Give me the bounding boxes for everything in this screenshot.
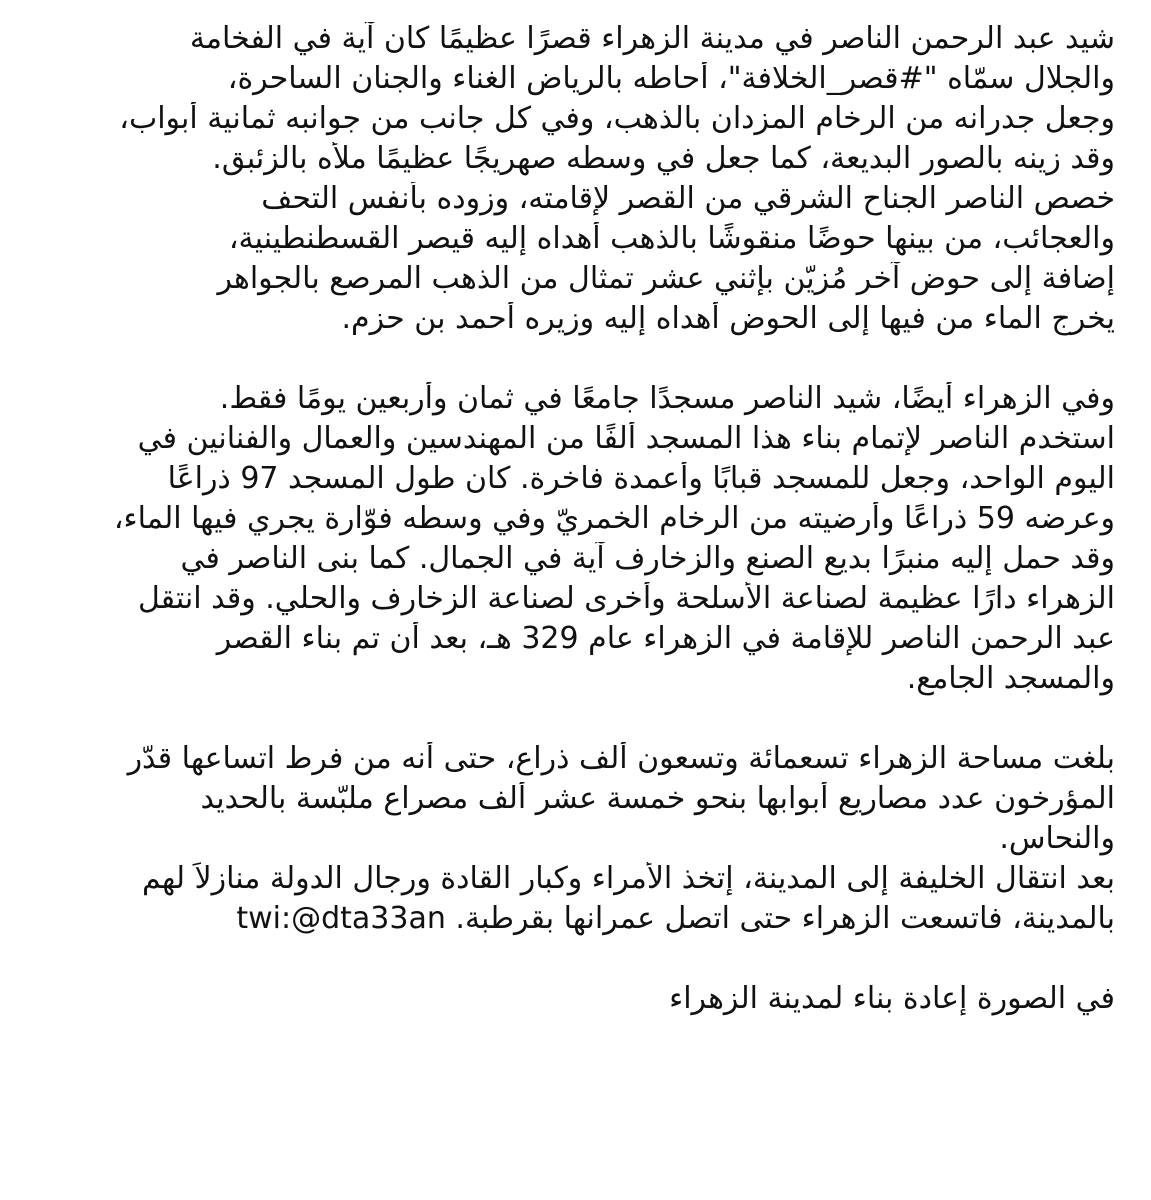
text-line-with-handle: بالمدينة، فاتسعت الزهراء حتى اتصل عمرانها بقرطبة. twi:@dta33an	[236, 902, 1115, 936]
text-line: وعرضه 59 ذراعًا وأرضيته من الرخام الخمريّ وفي وسطه فوّارة يجري فيها الماء،	[113, 502, 1115, 536]
text-line: والجلال سمّاه "#قصر_الخلافة"، أحاطه بالرياض الغناء والجنان الساحرة،	[227, 62, 1115, 96]
text-line: وجعل جدرانه من الرخام المزدان بالذهب، وفي كل جانب من جوانبه ثمانية أبواب،	[119, 102, 1115, 136]
paragraph-mosque	[36, 382, 1115, 702]
text-line: بعد انتقال الخليفة إلى المدينة، إتخذ الأمراء وكبار القادة ورجال الدولة منازلاً لهم	[142, 862, 1115, 896]
paragraph-palace	[36, 22, 1115, 342]
paragraph-spacer	[36, 702, 1115, 742]
text-line: الزهراء دارًا عظيمة لصناعة الأسلحة وأخرى لصناعة الزخارف والحلي. وقد انتقل	[137, 582, 1115, 616]
text-line: بلغت مساحة الزهراء تسعمائة وتسعون ألف ذراع، حتى أنه من فرط اتساعها قدّر	[127, 742, 1115, 776]
paragraph-spacer	[36, 942, 1115, 982]
text-line: إضافة إلى حوض آخر مُزيّن بإثني عشر تمثال من الذهب المرصع بالجواهر	[217, 262, 1115, 296]
text-line: عبد الرحمن الناصر للإقامة في الزهراء عام 329 هـ، بعد أن تم بناء القصر	[216, 622, 1115, 656]
text-line: والمسجد الجامع.	[906, 662, 1115, 696]
text-line: استخدم الناصر لإتمام بناء هذا المسجد ألفًا من المهندسين والعمال والفنانين في	[137, 422, 1115, 456]
text-line: والنحاس.	[999, 822, 1115, 856]
text-line: شيد عبد الرحمن الناصر في مدينة الزهراء قصرًا عظيمًا كان آية في الفخامة	[189, 22, 1115, 56]
text-line: وفي الزهراء أيضًا، شيد الناصر مسجدًا جامعًا في ثمان وأربعين يومًا فقط.	[219, 382, 1115, 416]
text-line: والعجائب، من بينها حوضًا منقوشًا بالذهب أهداه إليه قيصر القسطنطينية،	[228, 222, 1115, 256]
paragraph-city-area	[36, 742, 1115, 942]
image-caption: في الصورة إعادة بناء لمدينة الزهراء	[669, 982, 1115, 1016]
text-line: اليوم الواحد، وجعل للمسجد قبابًا وأعمدة فاخرة. كان طول المسجد 97 ذراعًا	[167, 462, 1115, 496]
text-line: المؤرخون عدد مصاريع أبوابها بنحو خمسة عشر ألف مصراع ملبّسة بالحديد	[200, 782, 1115, 816]
text-line: خصص الناصر الجناح الشرقي من القصر لإقامته، وزوده بأنفس التحف	[261, 182, 1115, 216]
text-line: وقد حمل إليه منبرًا بديع الصنع والزخارف آية في الجمال. كما بنى الناصر في	[180, 542, 1115, 576]
text-line: يخرج الماء من فيها إلى الحوض أهداه إليه وزيره أحمد بن حزم.	[341, 302, 1115, 336]
paragraph-caption	[36, 982, 1115, 1022]
text-line: وقد زينه بالصور البديعة، كما جعل في وسطه صهريجًا عظيمًا ملأه بالزئبق.	[212, 142, 1115, 176]
paragraph-spacer	[36, 342, 1115, 382]
